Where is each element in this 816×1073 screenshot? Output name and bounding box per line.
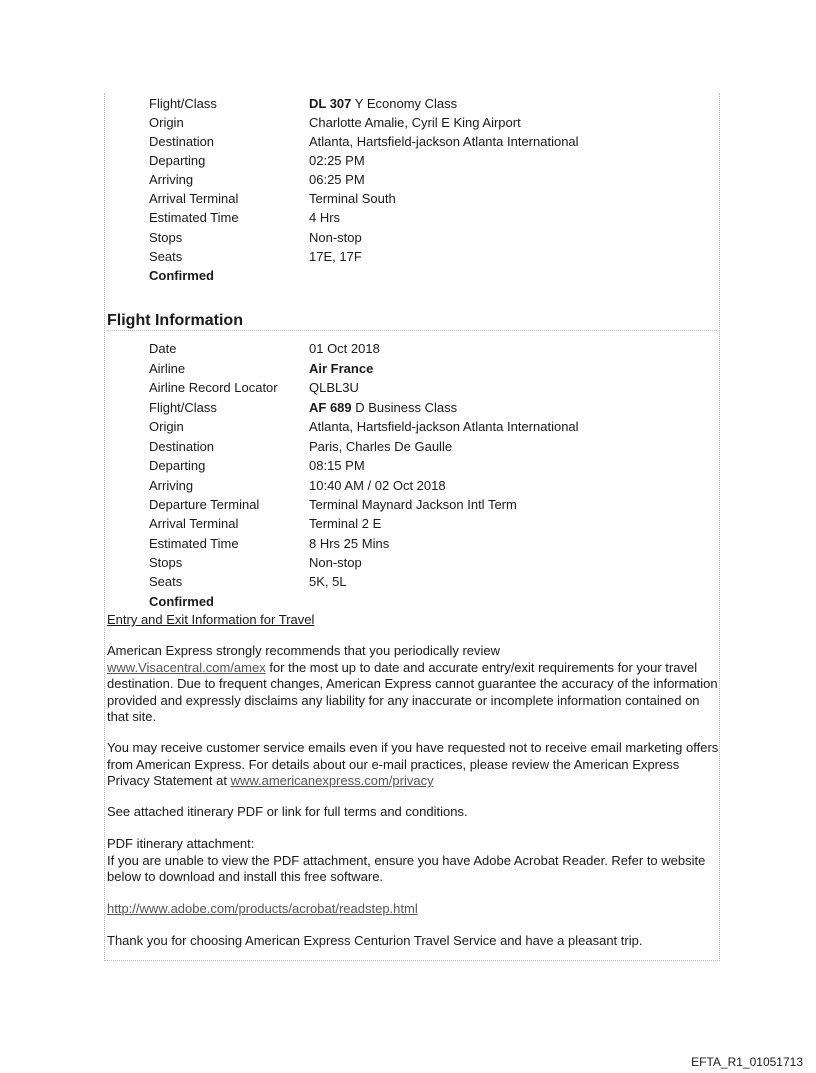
detail-row [105,209,719,226]
booking-status: Confirmed [149,594,214,609]
row-label: Estimated Time [149,210,239,225]
visa-text-intro: American Express strongly recommends that you periodically review [107,643,501,658]
privacy-paragraph [107,740,719,790]
detail-row [105,114,719,131]
row-label: Departing [149,153,206,168]
flight-class: Y Economy Class [351,96,458,111]
detail-row [105,399,719,416]
detail-row [105,457,719,474]
detail-row [105,438,719,455]
detail-row [105,360,719,377]
row-value: 4 Hrs [309,210,341,225]
row-value: Atlanta, Hartsfield-jackson Atlanta International [309,419,579,434]
row-value: Non-stop [309,555,362,570]
row-label: Arrival Terminal [149,191,239,206]
row-value: Terminal 2 E [309,516,382,531]
detail-row [105,477,719,494]
row-value [309,399,457,416]
detail-row [105,515,719,532]
row-value: Charlotte Amalie, Cyril E King Airport [309,115,521,130]
row-label: Departure Terminal [149,497,260,512]
detail-row [105,190,719,207]
detail-row [105,248,719,265]
section-title: Flight Information [107,312,717,331]
detail-row [105,133,719,150]
status-row [105,593,719,610]
row-label: Seats [149,249,183,264]
row-label: Airline Record Locator [149,380,278,395]
row-label: Stops [149,230,183,245]
row-label: Arrival Terminal [149,516,239,531]
entry-exit-title: Entry and Exit Information for Travel [107,612,315,627]
visacentral-link[interactable]: www.Visacentral.com/amex [107,659,266,675]
booking-status: Confirmed [149,268,214,283]
visa-text-body: for the most up to date and accurate entry/exit requirements for your travel destination. Due to frequent changes, American Express cannot guarantee the accuracy of the information provided and expressly disclaims any liability for any inaccurate or incomplete information contained on that site. [107,659,718,724]
detail-row [105,554,719,571]
detail-row [105,496,719,513]
detail-row [105,340,719,357]
flight-number: DL 307 [309,96,352,111]
visa-paragraph [107,643,719,726]
row-value: Terminal Maynard Jackson Intl Term [309,497,517,512]
terms-paragraph: See attached itinerary PDF or link for full terms and conditions. [107,804,468,819]
row-value: 17E, 17F [309,249,362,264]
row-label: Seats [149,574,183,589]
row-label: Flight/Class [149,400,217,415]
detail-row [105,379,719,396]
detail-row [105,229,719,246]
row-value: 08:15 PM [309,458,365,473]
row-label: Departing [149,458,206,473]
row-label: Date [149,341,177,356]
row-label: Destination [149,439,215,454]
thanks-paragraph: Thank you for choosing American Express Centurion Travel Service and have a pleasant trip. [107,933,643,948]
row-value: Non-stop [309,230,362,245]
row-value: 8 Hrs 25 Mins [309,536,390,551]
row-label: Origin [149,115,184,130]
row-label: Origin [149,419,184,434]
row-label: Flight/Class [149,96,217,111]
document-id: EFTA_R1_01051713 [691,1055,803,1069]
row-label: Arriving [149,172,194,187]
row-label: Airline [149,361,186,376]
pdf-heading: PDF itinerary attachment: [107,836,255,851]
row-value: Terminal South [309,191,396,206]
detail-row [105,171,719,188]
flight-class: D Business Class [351,400,458,415]
privacy-link[interactable]: www.americanexpress.com/privacy [230,773,434,788]
itinerary-frame [104,93,720,961]
detail-row [105,535,719,552]
row-label: Stops [149,555,183,570]
detail-row [105,95,719,112]
airline-name: Air France [309,361,374,376]
row-value: Paris, Charles De Gaulle [309,439,453,454]
adobe-link[interactable]: http://www.adobe.com/products/acrobat/readstep.html [107,901,418,916]
privacy-text: You may receive customer service emails even if you have requested not to receive email marketing offers from American Express. For details about our e-mail practices, please review the American Express Privacy Statement at [107,740,719,788]
pdf-instructions: If you are unable to view the PDF attachment, ensure you have Adobe Acrobat Reader. Refer to website below to download and install this free software. [107,852,706,884]
row-value: QLBL3U [309,380,359,395]
pdf-paragraph [107,836,719,886]
flight-number: AF 689 [309,400,352,415]
detail-row [105,152,719,169]
detail-row [105,418,719,435]
detail-row [105,573,719,590]
row-value: 5K, 5L [309,574,347,589]
row-label: Destination [149,134,215,149]
row-value: 02:25 PM [309,153,365,168]
row-value: 10:40 AM / 02 Oct 2018 [309,478,446,493]
row-value [309,95,457,112]
status-row [105,267,719,284]
row-value: Atlanta, Hartsfield-jackson Atlanta International [309,134,579,149]
adobe-paragraph [107,901,719,918]
row-label: Estimated Time [149,536,239,551]
row-value: 01 Oct 2018 [309,341,380,356]
row-value: 06:25 PM [309,172,365,187]
row-label: Arriving [149,478,194,493]
